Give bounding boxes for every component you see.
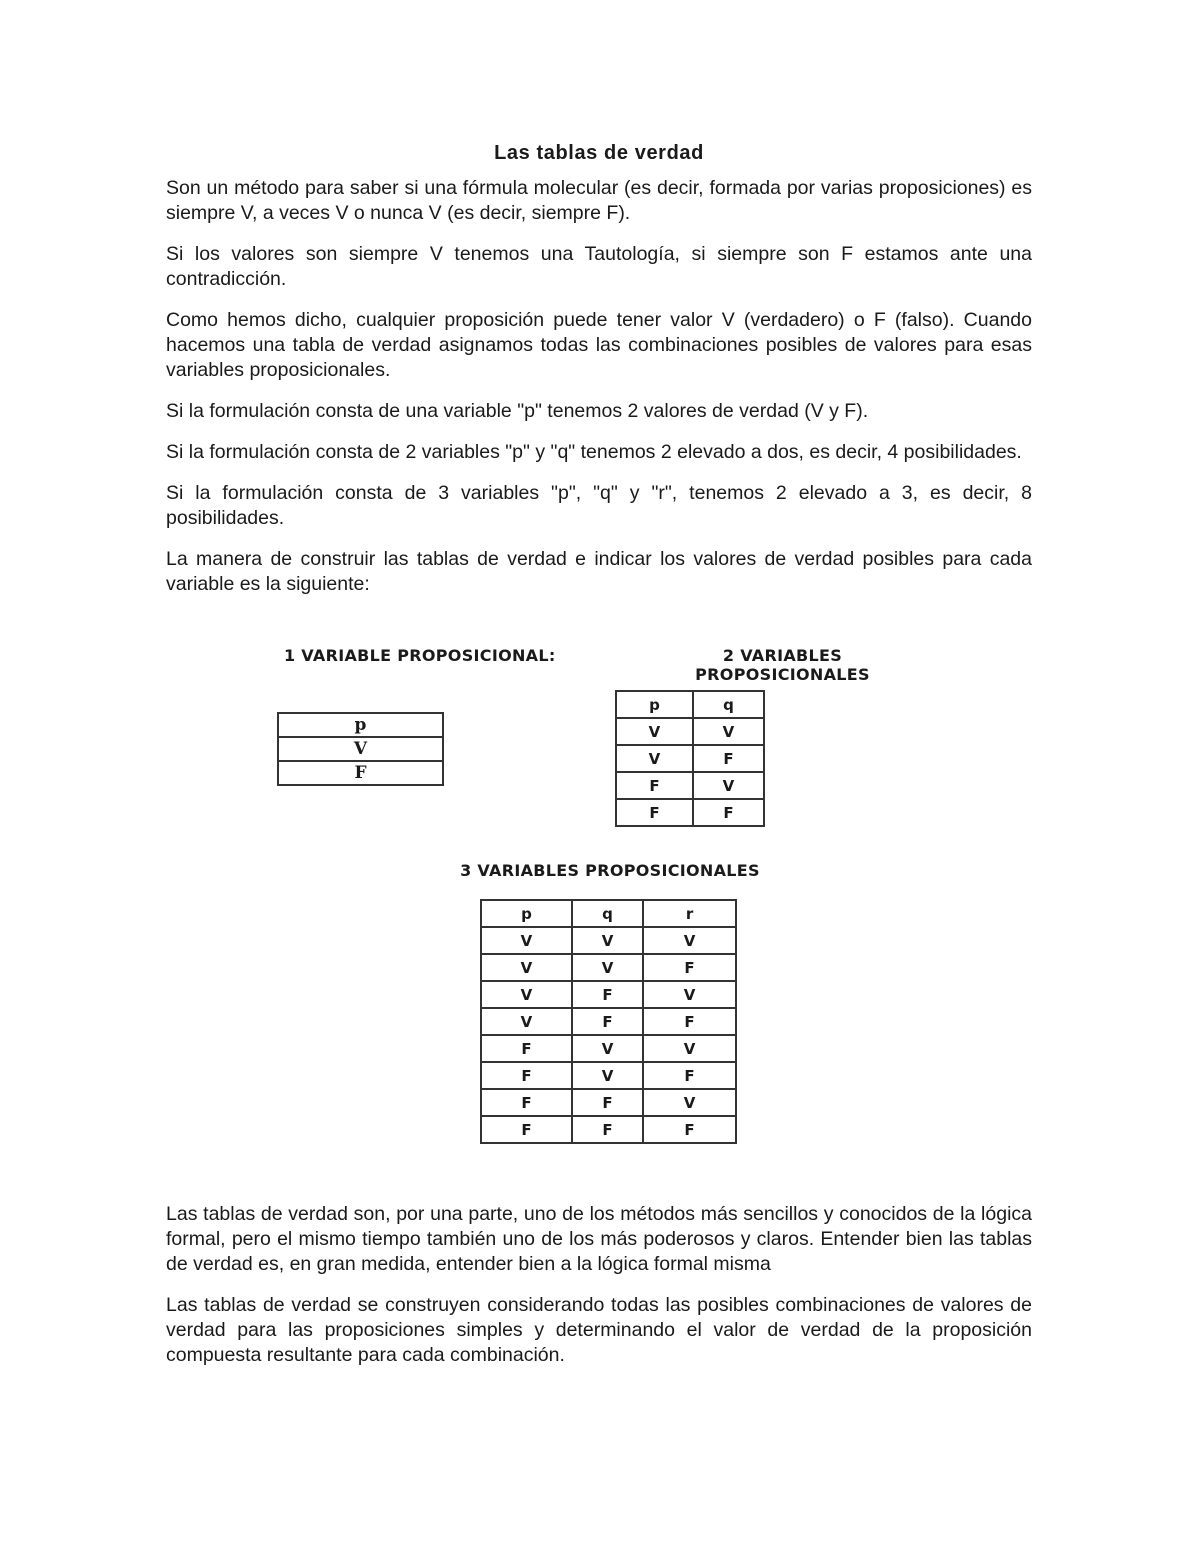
table-cell: F: [572, 981, 643, 1008]
table-cell: F: [481, 1062, 572, 1089]
table-cell: F: [616, 772, 693, 799]
table-row: [616, 799, 764, 826]
table-header-row: [616, 691, 764, 718]
table-cell: F: [572, 1008, 643, 1035]
table-cell: F: [693, 745, 764, 772]
table-row: [481, 981, 736, 1008]
table2-title-line2: PROPOSICIONALES: [695, 665, 870, 684]
table-row: [278, 761, 443, 785]
document-title: Las tablas de verdad: [494, 142, 704, 164]
paragraph-tautology: Si los valores son siempre V tenemos una Tautología, si siempre son F estamos ante una contradicción.: [166, 243, 1032, 290]
table-row: [481, 1089, 736, 1116]
table-cell: V: [572, 1062, 643, 1089]
table-row: [481, 1008, 736, 1035]
paragraph-three-variables: Si la formulación consta de 3 variables "p", "q" y "r", tenemos 2 elevado a 3, es decir, 8 posibilidades.: [166, 482, 1032, 529]
paragraph-method-importance: Las tablas de verdad son, por una parte, uno de los métodos más sencillos y conocidos de la lógica formal, pero el mismo tiempo también uno de los más poderosos y claros. Entender bien las tablas de verdad es, en gran medida, entender bien a la lógica formal misma: [166, 1203, 1032, 1275]
table-cell: V: [572, 954, 643, 981]
table-row: [616, 772, 764, 799]
table-cell: V: [643, 981, 736, 1008]
table-cell: F: [616, 799, 693, 826]
paragraph-definition: Son un método para saber si una fórmula molecular (es decir, formada por varias proposiciones) es siempre V, a veces V o nunca V (es decir, siempre F).: [166, 177, 1032, 224]
table-header-cell: p: [481, 900, 572, 927]
table-row: [481, 954, 736, 981]
table-cell: F: [693, 799, 764, 826]
table-cell: V: [572, 1035, 643, 1062]
table-row: [481, 1035, 736, 1062]
table-row: [616, 745, 764, 772]
truth-table-2-variables: [615, 690, 765, 827]
table-cell: V: [643, 927, 736, 954]
table-cell: V: [481, 981, 572, 1008]
table-cell: V: [278, 737, 443, 761]
table-row: [278, 737, 443, 761]
truth-table-1-variable: [277, 712, 444, 786]
table-row: [481, 1116, 736, 1143]
table-cell: F: [572, 1089, 643, 1116]
table-header-cell: q: [572, 900, 643, 927]
table-cell: V: [693, 772, 764, 799]
table-cell: F: [481, 1116, 572, 1143]
table-row: [616, 718, 764, 745]
table2-title: [660, 646, 905, 684]
table-cell: F: [643, 1062, 736, 1089]
paragraph-construction-method: Las tablas de verdad se construyen considerando todas las posibles combinaciones de valores de verdad para las proposiciones simples y determinando el valor de verdad de la proposición compuesta resultante para cada combinación.: [166, 1294, 1032, 1366]
table-header-cell: q: [693, 691, 764, 718]
table-cell: V: [616, 718, 693, 745]
truth-table-3-variables: [480, 899, 737, 1144]
document-body: [166, 140, 1032, 613]
table-cell: V: [643, 1089, 736, 1116]
table-cell: F: [643, 954, 736, 981]
table-cell: F: [481, 1089, 572, 1116]
table-row: [481, 927, 736, 954]
table-header-cell: p: [278, 713, 443, 737]
table-header-cell: r: [643, 900, 736, 927]
paragraph-two-variables: Si la formulación consta de 2 variables "p" y "q" tenemos 2 elevado a dos, es decir, 4 posibilidades.: [166, 441, 1022, 463]
closing-section: [166, 1202, 1032, 1384]
table-cell: F: [481, 1035, 572, 1062]
table-cell: V: [572, 927, 643, 954]
table-header-row: [278, 713, 443, 737]
paragraph-combinations: Como hemos dicho, cualquier proposición puede tener valor V (verdadero) o F (falso). Cuando hacemos una tabla de verdad asignamos todas las combinaciones posibles de valores para esas variables proposicionales.: [166, 309, 1032, 381]
table-cell: V: [481, 1008, 572, 1035]
table-cell: F: [572, 1116, 643, 1143]
table-cell: V: [693, 718, 764, 745]
table1-title: 1 VARIABLE PROPOSICIONAL:: [284, 646, 556, 665]
paragraph-construction: La manera de construir las tablas de verdad e indicar los valores de verdad posibles para cada variable es la siguiente:: [166, 548, 1032, 595]
table-header-cell: p: [616, 691, 693, 718]
table-header-row: [481, 900, 736, 927]
table-cell: V: [616, 745, 693, 772]
table-row: [481, 1062, 736, 1089]
table-cell: V: [643, 1035, 736, 1062]
table-cell: V: [481, 927, 572, 954]
table-cell: F: [278, 761, 443, 785]
table3-title: 3 VARIABLES PROPOSICIONALES: [460, 861, 760, 880]
paragraph-one-variable: Si la formulación consta de una variable "p" tenemos 2 valores de verdad (V y F).: [166, 400, 869, 422]
table-cell: V: [481, 954, 572, 981]
table2-title-line1: 2 VARIABLES: [722, 646, 843, 665]
table-cell: F: [643, 1008, 736, 1035]
table-cell: F: [643, 1116, 736, 1143]
